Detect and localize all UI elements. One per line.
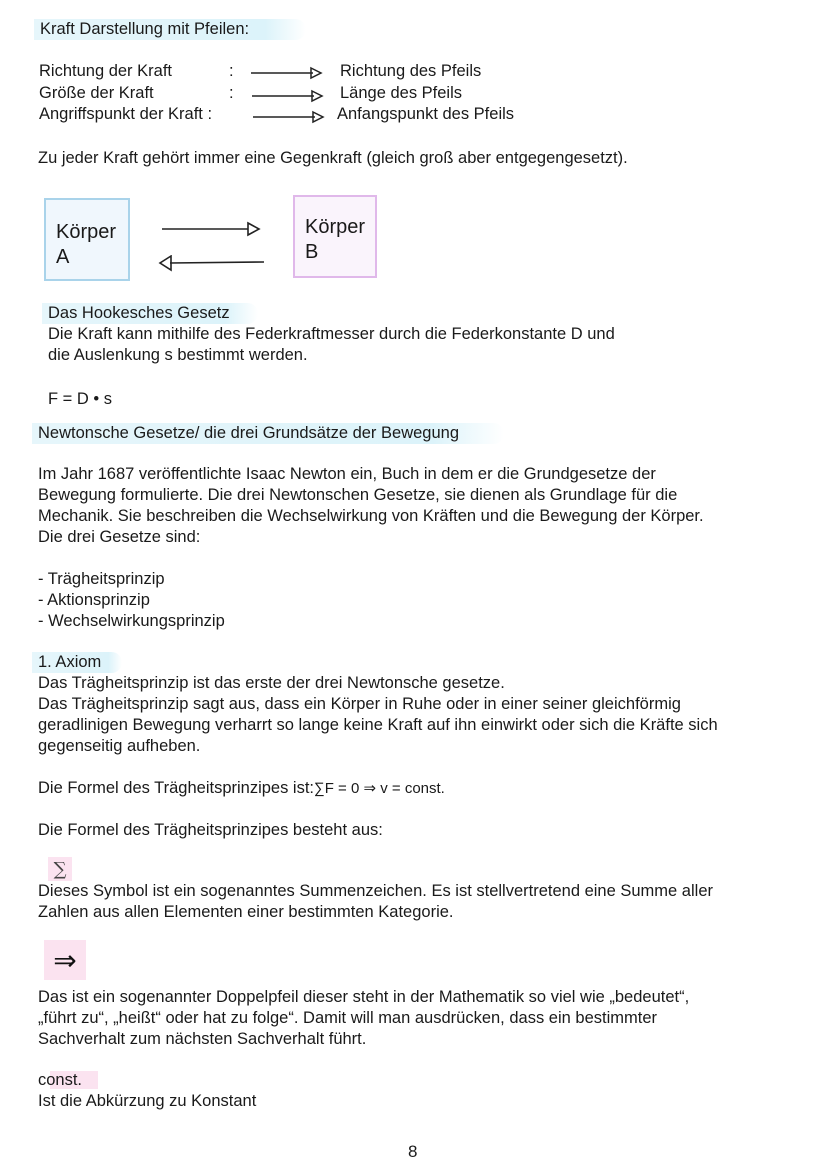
section-title-newton xyxy=(32,423,504,444)
body-b-letter: B xyxy=(305,241,319,263)
newton-intro-line: Mechanik. Sie beschreiben die Wechselwirkung von Kräften und die Bewegung der Körper. xyxy=(38,507,704,525)
right-arrow-icon xyxy=(251,66,323,80)
right-arrow-icon xyxy=(252,89,324,103)
row-colon: : xyxy=(229,62,234,80)
row-value-direction: Richtung des Pfeils xyxy=(340,62,482,80)
row-label-magnitude: Größe der Kraft xyxy=(39,84,154,102)
section-title-axiom-1 xyxy=(32,652,122,673)
body-a-box xyxy=(44,198,130,281)
sum-text-line: Dieses Symbol ist ein sogenanntes Summenzeichen. Es ist stellvertretend eine Summe aller xyxy=(38,882,713,900)
double-arrow-icon: ⇒ xyxy=(53,943,77,977)
list-item: - Wechselwirkungsprinzip xyxy=(38,612,225,630)
axiom-text-line: Das Trägheitsprinzip sagt aus, dass ein Körper in Ruhe oder in einer seiner gleichförmig xyxy=(38,695,681,713)
right-arrow-icon xyxy=(162,221,262,237)
implies-symbol-box xyxy=(44,940,86,980)
counterforce-note: Zu jeder Kraft gehört immer eine Gegenkraft (gleich groß aber entgegengesetzt). xyxy=(38,149,628,167)
implies-text-line: Sachverhalt zum nächsten Sachverhalt führt. xyxy=(38,1030,367,1048)
section-title-hooke xyxy=(42,303,258,324)
const-definition: Ist die Abkürzung zu Konstant xyxy=(38,1092,257,1110)
section-title-force-arrows xyxy=(34,19,306,40)
implies-text-line: Das ist ein sogenannter Doppelpfeil dieser steht in der Mathematik so viel wie „bedeutet“, xyxy=(38,988,690,1006)
hooke-text-line-1: Die Kraft kann mithilfe des Federkraftmesser durch die Federkonstante D und xyxy=(48,325,615,343)
section-title-text: Kraft Darstellung mit Pfeilen: xyxy=(40,20,250,38)
list-item: - Trägheitsprinzip xyxy=(38,570,165,588)
hooke-formula: F = D • s xyxy=(48,390,112,408)
page-number: 8 xyxy=(408,1142,418,1161)
composition-label: Die Formel des Trägheitsprinzipes besteht aus: xyxy=(38,821,383,839)
formula-label: Die Formel des Trägheitsprinzipes ist: xyxy=(38,779,315,797)
section-title-text: Das Hookesches Gesetz xyxy=(48,304,230,322)
row-colon: : xyxy=(229,84,234,102)
const-term xyxy=(38,1070,98,1091)
hooke-text-line-2: die Auslenkung s bestimmt werden. xyxy=(48,346,308,364)
sum-symbol-icon: ∑ xyxy=(53,858,67,880)
section-title-text: 1. Axiom xyxy=(38,653,102,671)
body-a-label: Körper xyxy=(56,221,117,243)
body-a-letter: A xyxy=(56,246,70,268)
axiom-text-line: geradlinigen Bewegung verharrt so lange keine Kraft auf ihn einwirkt oder sich die Kräfte sich xyxy=(38,716,718,734)
row-value-application-point: Anfangspunkt des Pfeils xyxy=(337,105,515,123)
body-b-label: Körper xyxy=(305,216,366,238)
newton-intro-line: Bewegung formulierte. Die drei Newtonschen Gesetze, sie dienen als Grundlage für die xyxy=(38,486,678,504)
newton-intro-line: Im Jahr 1687 veröffentlichte Isaac Newton ein, Buch in dem er die Grundgesetze der xyxy=(38,465,656,483)
row-value-magnitude: Länge des Pfeils xyxy=(340,84,463,102)
newton-intro-line: Die drei Gesetze sind: xyxy=(38,528,201,546)
row-label-direction: Richtung der Kraft xyxy=(39,62,172,80)
list-item: - Aktionsprinzip xyxy=(38,591,150,609)
axiom-text-line: gegenseitig aufheben. xyxy=(38,737,201,755)
axiom-text-line: Das Trägheitsprinzip ist das erste der drei Newtonsche gesetze. xyxy=(38,674,505,692)
inertia-formula-line xyxy=(38,778,445,799)
row-label-application-point: Angriffspunkt der Kraft : xyxy=(39,105,213,123)
sum-text-line: Zahlen aus allen Elementen einer bestimmten Kategorie. xyxy=(38,903,454,921)
implies-text-line: „führt zu“, „heißt“ oder hat zu folge“. Damit will man ausdrücken, dass ein bestimmter xyxy=(38,1009,657,1027)
sum-symbol-box xyxy=(48,857,72,881)
const-term-text: const. xyxy=(38,1071,98,1089)
left-arrow-icon xyxy=(158,255,266,273)
right-arrow-icon xyxy=(253,110,325,124)
inertia-formula: ∑F = 0 ⇒ v = const. xyxy=(314,780,445,797)
section-title-text: Newtonsche Gesetze/ die drei Grundsätze der Bewegung xyxy=(38,424,459,442)
body-b-box xyxy=(293,195,377,278)
